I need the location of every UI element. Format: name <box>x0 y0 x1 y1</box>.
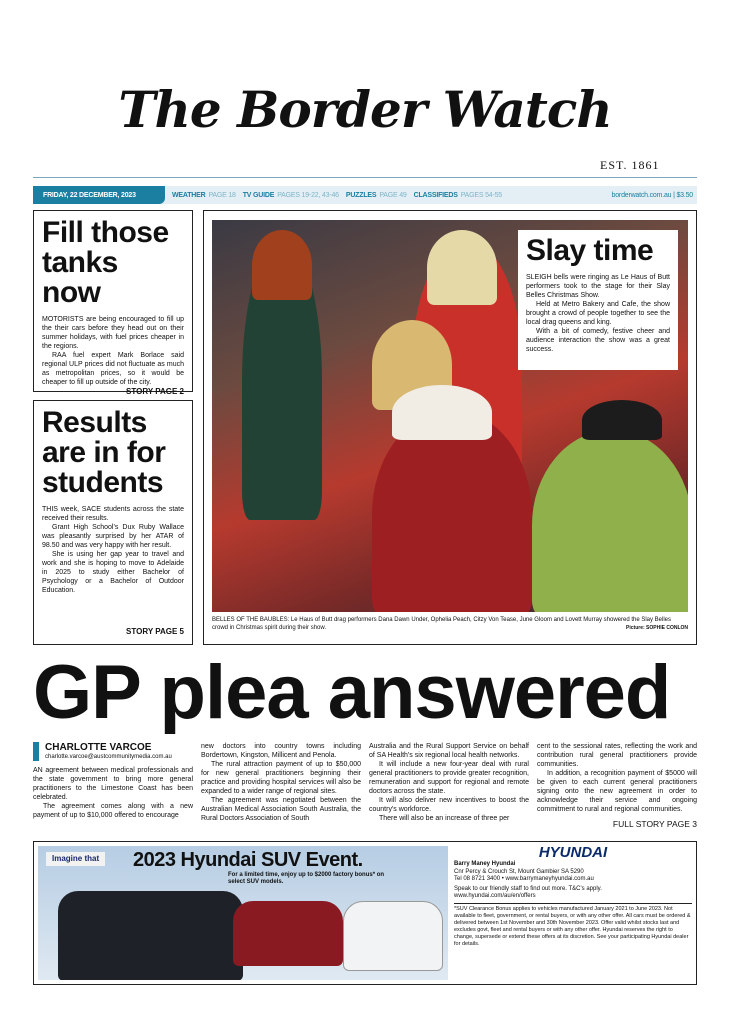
teaser-results[interactable] <box>33 400 193 645</box>
article-column: CHARLOTTE VARCOE charlotte.varcoe@austcommunitymedia.com.au AN agreement between medical professionals and the state government to bring more general practitioners to the Limestone Coast has been celebrated. The agreement comes along with a new payment of up to $10,000 offered to encourage <box>33 742 193 819</box>
author-name: CHARLOTTE VARCOE <box>45 742 152 753</box>
teaser-fuel[interactable] <box>33 210 193 396</box>
hyundai-logo: HYUNDAI <box>538 844 608 861</box>
story-link[interactable]: STORY PAGE 2 <box>126 387 184 396</box>
nav-classifieds[interactable]: CLASSIFIEDS PAGES 54-55 <box>413 191 502 199</box>
dealer-phone: Tel 08 8721 3400 • www.barrymaneyhyundai.com.au <box>454 876 594 882</box>
author-email[interactable]: charlotte.varcoe@austcommunitymedia.com.au <box>45 754 172 760</box>
masthead-title: The Border Watch <box>118 80 612 139</box>
article-column: Australia and the Rural Support Service on behalf of SA Health's six regional local health networks. It will include a new four-year deal with rural general practitioners to provide greater recognition, remuneration and support for regional and remote doctors across the state. It will also deliver new incentives to boost the country's workforce. There will also be an increase of three per <box>369 743 529 822</box>
feature-title: Slay time <box>526 234 654 267</box>
teaser-title: Fill those tanks now <box>42 216 169 309</box>
ad-headline: 2023 Hyundai SUV Event. <box>133 849 363 871</box>
divider <box>33 177 697 178</box>
site-price[interactable]: borderwatch.com.au | $3.50 <box>611 191 693 199</box>
issue-date: FRIDAY, 22 DECEMBER, 2023 <box>33 186 165 204</box>
ad-terms: *SUV Clearance Bonus applies to vehicles manufactured January 2021 to June 2023. Not available to fleet, government, or rental buyers, or with any other offer. All cars must be ordered & delivered between 1st November and 30th November 2023. Offer valid whilst stocks last and excludes govt, fleet and rental buyers or with any other offer. Hyundai reserves the right to change, supersede or extend these offers at its discretion. See your participating Hyundai dealer for details. <box>454 903 692 948</box>
ad-url[interactable]: www.hyundai.com/au/en/offers <box>454 893 536 899</box>
section-nav <box>33 186 697 204</box>
nav-puzzles[interactable]: PUZZLES PAGE 49 <box>345 191 407 199</box>
teaser-body: MOTORISTS are being encouraged to fill up the their cars before they head out on their summer holidays, with fuel prices cheaper in the regions. RAA fuel expert Mark Borlace said regional ULP prices did not fluctuate as much as metropolitan prices, so it would be cheaper to fill up outside of the city. <box>42 316 184 386</box>
article-column: cent to the sessional rates, reflecting the work and contribution rural general practitioners provide communities. In addition, a recognition payment of $5000 will be given to each current general practitioners signing onto the new agreement in order to acknowledge their service and ongoing commitment to rural and regional communities. FULL STORY PAGE 3 <box>537 743 697 829</box>
dealer-address: Cnr Percy & Crouch St, Mount Gambier SA 5290 <box>454 868 584 875</box>
teaser-title: Results are in for students <box>42 406 166 499</box>
hyundai-advert[interactable] <box>33 841 697 985</box>
ad-image <box>38 846 448 980</box>
full-story-link[interactable]: FULL STORY PAGE 3 <box>612 819 697 829</box>
photo-caption: BELLES OF THE BAUBLES: Le Haus of Butt drag performers Dana Dawn Under, Ophelia Peach, Citzy Von Tease, June Gloom and Lovett Murray showered the Slay Belles crowd in Christmas spirit during their show. Picture: SOPHIE CONLON <box>212 617 688 631</box>
article-column: new doctors into country towns including Bordertown, Kingston, Millicent and Penola. The rural attraction payment of up to $50,000 for new general practitioners beginning their practice and providing hospital services will also be expanded to a wider range of regional sites. The agreement was negotiated between the Australian Medical Association South Australia, the Rural Doctors Association of South <box>201 743 361 822</box>
ad-subline: For a limited time, enjoy up to $2000 factory bonus* on select SUV models. <box>228 872 385 885</box>
lead-article <box>33 742 697 829</box>
ad-dealer-panel <box>454 845 692 948</box>
feature-text-box <box>518 230 678 370</box>
ad-cta: Speak to our friendly staff to find out more. T&C's apply. <box>454 885 602 892</box>
established-year: EST. 1861 <box>600 158 660 172</box>
nav-tv-guide[interactable]: TV GUIDE PAGES 19-22, 43-46 <box>242 191 339 199</box>
nav-weather[interactable]: WEATHER PAGE 18 <box>172 191 236 199</box>
feature-body: SLEIGH bells were ringing as Le Haus of Butt performers took to the stage for their Slay Belles Christmas Show. Held at Metro Bakery and Cafe, the show brought a crowd of people together to see the local drag queens and king. With a bit of comedy, festive cheer and audience interaction the show was a great success. <box>526 274 670 353</box>
dealer-name: Barry Maney Hyundai <box>454 861 516 867</box>
ad-tagline: Imagine that <box>46 852 105 866</box>
teaser-body: THIS week, SACE students across the state received their results. Grant High School's Dux Ruby Wallace was pleasantly surprised by her ATAR of 98.50 and was very happy with her result. She is using her gap year to travel and work and she is hoping to move to Adelaide in 2025 to study either Bachelor of Psychology or a Bachelor of Outdoor Education. <box>42 506 184 594</box>
lead-headline[interactable]: GP plea answered <box>33 650 671 735</box>
story-link[interactable]: STORY PAGE 5 <box>126 627 184 636</box>
photo-credit: Picture: SOPHIE CONLON <box>626 625 688 631</box>
